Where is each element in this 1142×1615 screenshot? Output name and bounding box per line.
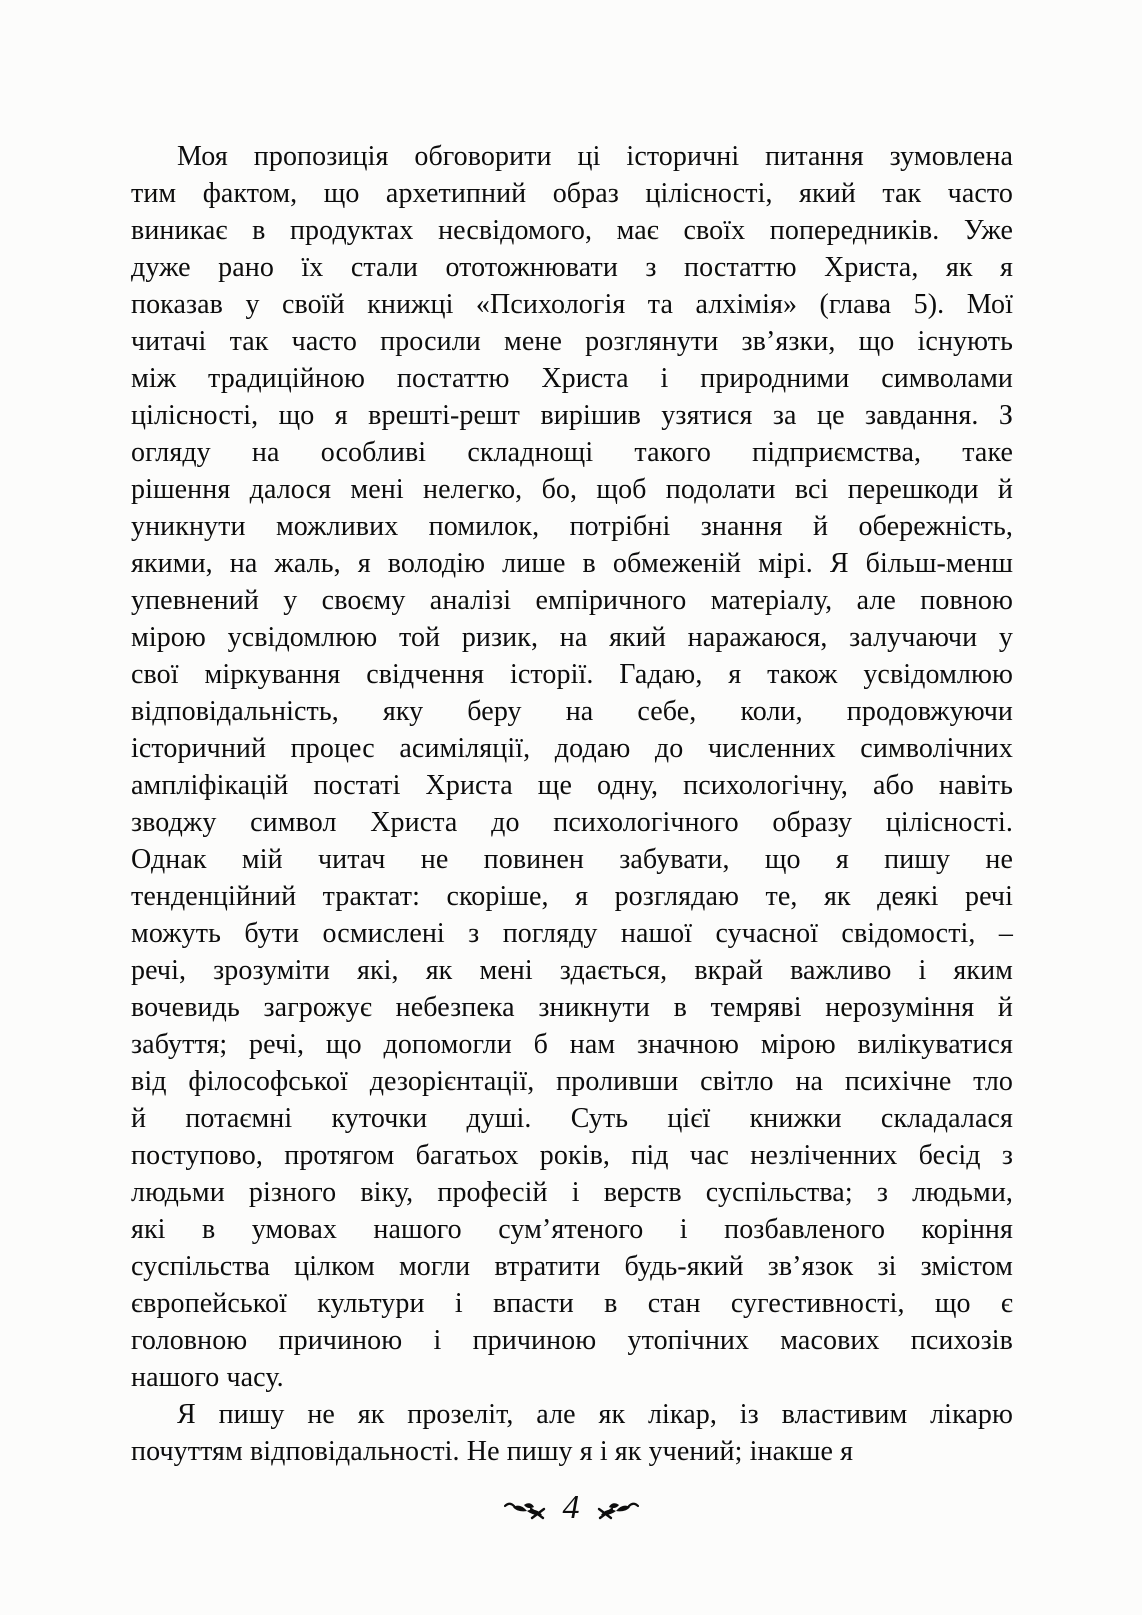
page-number: 4 xyxy=(562,1489,580,1526)
text-line: свої міркування свідчення історії. Гадаю, я також усвідомлюю xyxy=(131,659,1013,690)
page-footer xyxy=(0,1488,1142,1532)
text-line: показав у своїй книжці «Психологія та алхімія» (глава 5). Мої xyxy=(131,289,1013,320)
text-line: людьми різного віку, професій і верств суспільства; з людьми, xyxy=(131,1177,1013,1208)
floral-flourish-left-icon xyxy=(504,1499,546,1521)
text-line: речі, зрозуміти які, як мені здається, вкрай важливо і яким xyxy=(131,955,1013,986)
text-line: суспільства цілком могли втратити будь-який зв’язок зі змістом xyxy=(131,1251,1013,1282)
text-line: й потаємні куточки душі. Суть цієї книжки складалася xyxy=(131,1103,1013,1134)
text-line: читачі так часто просили мене розглянути зв’язки, що існують xyxy=(131,326,1013,357)
text-line: уникнути можливих помилок, потрібні знання й обережність, xyxy=(131,511,1013,542)
text-line: можуть бути осмислені з погляду нашої сучасної свідомості, – xyxy=(131,918,1013,949)
text-line: огляду на особливі складнощі такого підприємства, таке xyxy=(131,437,1013,468)
text-line: рішення далося мені нелегко, бо, щоб подолати всі перешкоди й xyxy=(131,474,1013,505)
text-line: Я пишу не як прозеліт, але як лікар, із властивим лікарю xyxy=(177,1399,1013,1430)
text-line: головною причиною і причиною утопічних масових психозів xyxy=(131,1325,1013,1356)
text-line: відповідальність, яку беру на себе, коли, продовжуючи xyxy=(131,696,1013,727)
text-line: які в умовах нашого сум’ятеного і позбавленого коріння xyxy=(131,1214,1013,1245)
text-line: тенденційний трактат: скоріше, я розглядаю те, як деякі речі xyxy=(131,881,1013,912)
text-line: поступово, протягом багатьох років, під час незліченних бесід з xyxy=(131,1140,1013,1171)
text-line: між традиційною постаттю Христа і природними символами xyxy=(131,363,1013,394)
text-line: цілісності, що я врешті-решт вирішив узятися за це завдання. З xyxy=(131,400,1013,431)
text-line: виникає в продуктах несвідомого, має своїх попередників. Уже xyxy=(131,215,1013,246)
text-line: упевнений у своєму аналізі емпіричного матеріалу, але повною xyxy=(131,585,1013,616)
text-line: вочевидь загрожує небезпека зникнути в темряві нерозуміння й xyxy=(131,992,1013,1023)
text-line: Моя пропозиція обговорити ці історичні питання зумовлена xyxy=(177,141,1013,172)
text-line: зводжу символ Христа до психологічного образу цілісності. xyxy=(131,807,1013,838)
paragraph-1 xyxy=(131,138,1013,1396)
floral-flourish-right-icon xyxy=(597,1499,639,1521)
text-line: тим фактом, що архетипний образ цілісності, який так часто xyxy=(131,178,1013,209)
paragraph-2 xyxy=(131,1396,1013,1470)
body-text xyxy=(131,138,1013,1470)
text-line: мірою усвідомлюю той ризик, на який наражаюся, залучаючи у xyxy=(131,622,1013,653)
text-line: ампліфікацій постаті Христа ще одну, психологічну, або навіть xyxy=(131,770,1013,801)
text-line: нашого часу. xyxy=(131,1362,284,1393)
text-line: Однак мій читач не повинен забувати, що я пишу не xyxy=(131,844,1013,875)
text-line: забуття; речі, що допомогли б нам значною мірою вилікуватися xyxy=(131,1029,1013,1060)
text-line: якими, на жаль, я володію лише в обмеженій мірі. Я більш-менш xyxy=(131,548,1013,579)
text-line: дуже рано їх стали ототожнювати з постаттю Христа, як я xyxy=(131,252,1013,283)
text-line: європейської культури і впасти в стан сугестивності, що є xyxy=(131,1288,1013,1319)
text-line: від філософської дезорієнтації, проливши світло на психічне тло xyxy=(131,1066,1013,1097)
text-line: почуттям відповідальності. Не пишу я і як учений; інакше я xyxy=(131,1436,854,1467)
text-line: історичний процес асиміляції, додаю до численних символічних xyxy=(131,733,1013,764)
